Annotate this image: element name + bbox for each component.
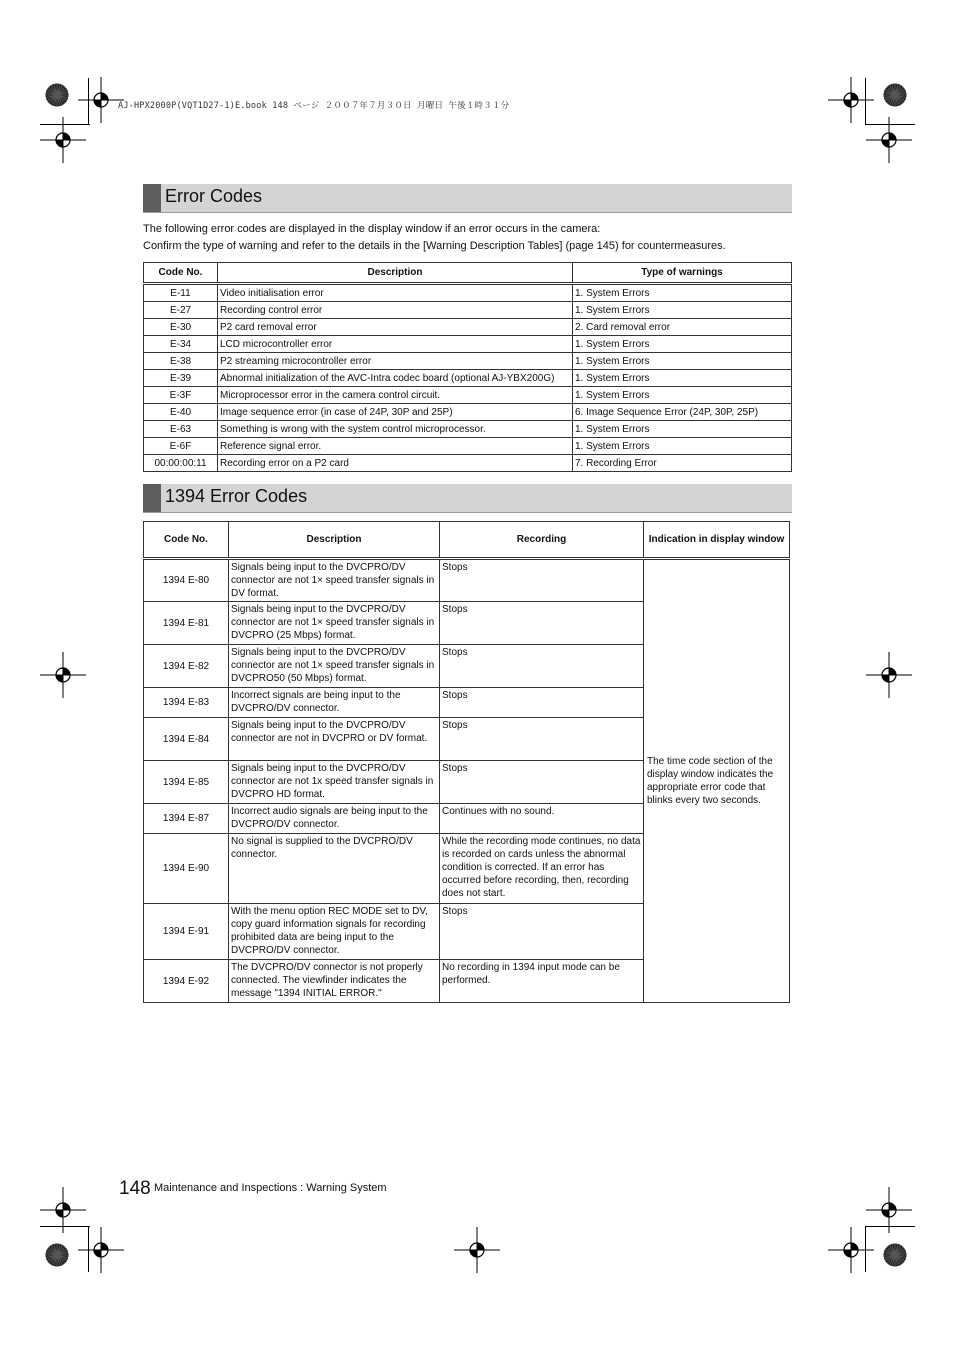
crop-line: [865, 1226, 915, 1227]
description-cell: P2 card removal error: [218, 319, 573, 336]
color-registration-rosette-icon: [45, 1243, 69, 1267]
code-cell: 1394 E-84: [144, 718, 229, 761]
code-cell: 1394 E-83: [144, 688, 229, 718]
page-number: 148: [119, 1178, 151, 1199]
indication-cell: The time code section of the display window indicates the appropriate error code that blinks every two seconds.: [644, 559, 790, 1003]
code-cell: 1394 E-82: [144, 645, 229, 688]
crop-line: [40, 1226, 90, 1227]
recording-cell: Stops: [440, 645, 644, 688]
color-registration-rosette-icon: [883, 1243, 907, 1267]
table-row: [144, 302, 792, 319]
crop-line: [40, 124, 90, 125]
warning-type-cell: 2. Card removal error: [573, 319, 792, 336]
warning-type-cell: 1. System Errors: [573, 353, 792, 370]
column-header: Indication in display window: [644, 522, 790, 559]
registration-crosshair-icon: [828, 1227, 874, 1273]
description-cell: Microprocessor error in the camera control circuit.: [218, 387, 573, 404]
intro-line: The following error codes are displayed in the display window if an error occurs in the camera:: [143, 223, 601, 235]
column-header: Code No.: [144, 263, 218, 284]
description-cell: Abnormal initialization of the AVC-Intra codec board (optional AJ-YBX200G): [218, 370, 573, 387]
table-header-row: [144, 263, 792, 284]
description-cell: Incorrect signals are being input to the DVCPRO/DV connector.: [229, 688, 440, 718]
description-cell: The DVCPRO/DV connector is not properly connected. The viewfinder indicates the message "1394 INITIAL ERROR.": [229, 960, 440, 1003]
table-row: [144, 284, 792, 302]
registration-crosshair-icon: [454, 1227, 500, 1273]
description-cell: With the menu option REC MODE set to DV, copy guard information signals for recording prohibited data are being input to the DVCPRO/DV connector.: [229, 904, 440, 960]
warning-type-cell: 1. System Errors: [573, 336, 792, 353]
crop-line: [88, 78, 89, 124]
code-cell: E-39: [144, 370, 218, 387]
crop-line: [865, 78, 866, 124]
error-codes-table: [143, 262, 792, 472]
color-registration-rosette-icon: [883, 83, 907, 107]
description-cell: Reference signal error.: [218, 438, 573, 455]
description-cell: No signal is supplied to the DVCPRO/DV connector.: [229, 834, 440, 904]
registration-crosshair-icon: [78, 1227, 124, 1273]
code-cell: E-6F: [144, 438, 218, 455]
print-header: AJ-HPX2000P(VQT1D27-1)E.book 148 ページ ２００７年７月３０日 月曜日 午後１時３１分: [118, 101, 510, 111]
description-cell: Signals being input to the DVCPRO/DV connector are not 1× speed transfer signals in DV format.: [229, 559, 440, 602]
table-row: [144, 455, 792, 472]
recording-cell: Stops: [440, 602, 644, 645]
code-cell: E-63: [144, 421, 218, 438]
section-marker: [143, 484, 161, 512]
description-cell: Signals being input to the DVCPRO/DV connector are not in DVCPRO or DV format.: [229, 718, 440, 761]
code-cell: 1394 E-81: [144, 602, 229, 645]
code-cell: E-11: [144, 284, 218, 302]
section-title-bar: [143, 184, 792, 213]
code-cell: E-38: [144, 353, 218, 370]
recording-cell: Stops: [440, 761, 644, 804]
table-header-row: [144, 522, 790, 559]
code-cell: 1394 E-92: [144, 960, 229, 1003]
table-row: [144, 387, 792, 404]
description-cell: Signals being input to the DVCPRO/DV connector are not 1× speed transfer signals in DVCPRO50 (50 Mbps) format.: [229, 645, 440, 688]
recording-cell: While the recording mode continues, no data is recorded on cards unless the abnormal condition is corrected. If an error has occurred before recording, then, recording does not start.: [440, 834, 644, 904]
description-cell: LCD microcontroller error: [218, 336, 573, 353]
recording-cell: Stops: [440, 688, 644, 718]
section-title: 1394 Error Codes: [165, 486, 308, 506]
registration-crosshair-icon: [40, 652, 86, 698]
table-row: [144, 404, 792, 421]
registration-crosshair-icon: [866, 652, 912, 698]
code-cell: 00:00:00:11: [144, 455, 218, 472]
description-cell: Incorrect audio signals are being input to the DVCPRO/DV connector.: [229, 804, 440, 834]
column-header: Recording: [440, 522, 644, 559]
code-cell: 1394 E-91: [144, 904, 229, 960]
code-cell: E-30: [144, 319, 218, 336]
warning-type-cell: 7. Recording Error: [573, 455, 792, 472]
color-registration-rosette-icon: [45, 83, 69, 107]
code-cell: 1394 E-80: [144, 559, 229, 602]
code-cell: E-27: [144, 302, 218, 319]
code-cell: E-34: [144, 336, 218, 353]
table-row: [144, 559, 790, 602]
section-title: Error Codes: [165, 186, 263, 206]
column-header: Code No.: [144, 522, 229, 559]
warning-type-cell: 1. System Errors: [573, 387, 792, 404]
table-row: [144, 438, 792, 455]
intro-text: [143, 221, 726, 255]
section-marker: [143, 184, 161, 212]
crop-line: [88, 1226, 89, 1272]
table-row: [144, 319, 792, 336]
warning-type-cell: 6. Image Sequence Error (24P, 30P, 25P): [573, 404, 792, 421]
table-row: [144, 336, 792, 353]
warning-type-cell: 1. System Errors: [573, 438, 792, 455]
footer-section-label: Maintenance and Inspections : Warning System: [154, 1182, 387, 1194]
intro-line: Confirm the type of warning and refer to the details in the [Warning Description Tables] (page 145) for countermeasures.: [143, 240, 726, 252]
column-header: Description: [229, 522, 440, 559]
code-cell: E-40: [144, 404, 218, 421]
description-cell: Something is wrong with the system control microprocessor.: [218, 421, 573, 438]
code-cell: E-3F: [144, 387, 218, 404]
column-header: Description: [218, 263, 573, 284]
description-cell: Video initialisation error: [218, 284, 573, 302]
description-cell: Recording control error: [218, 302, 573, 319]
recording-cell: Stops: [440, 559, 644, 602]
warning-type-cell: 1. System Errors: [573, 302, 792, 319]
recording-cell: Stops: [440, 904, 644, 960]
description-cell: Image sequence error (in case of 24P, 30P and 25P): [218, 404, 573, 421]
code-cell: 1394 E-85: [144, 761, 229, 804]
column-header: Type of warnings: [573, 263, 792, 284]
crop-line: [865, 1226, 866, 1272]
table-row: [144, 370, 792, 387]
table-row: [144, 353, 792, 370]
recording-cell: Continues with no sound.: [440, 804, 644, 834]
warning-type-cell: 1. System Errors: [573, 370, 792, 387]
warning-type-cell: 1. System Errors: [573, 284, 792, 302]
code-cell: 1394 E-87: [144, 804, 229, 834]
description-cell: P2 streaming microcontroller error: [218, 353, 573, 370]
recording-cell: No recording in 1394 input mode can be performed.: [440, 960, 644, 1003]
description-cell: Signals being input to the DVCPRO/DV connector are not 1x speed transfer signals in DVCPRO HD format.: [229, 761, 440, 804]
code-cell: 1394 E-90: [144, 834, 229, 904]
warning-type-cell: 1. System Errors: [573, 421, 792, 438]
description-cell: Recording error on a P2 card: [218, 455, 573, 472]
1394-error-codes-table: [143, 521, 790, 1003]
crop-line: [865, 124, 915, 125]
recording-cell: Stops: [440, 718, 644, 761]
section-title-bar: [143, 484, 792, 513]
description-cell: Signals being input to the DVCPRO/DV connector are not 1× speed transfer signals in DVCPRO (25 Mbps) format.: [229, 602, 440, 645]
table-row: [144, 421, 792, 438]
